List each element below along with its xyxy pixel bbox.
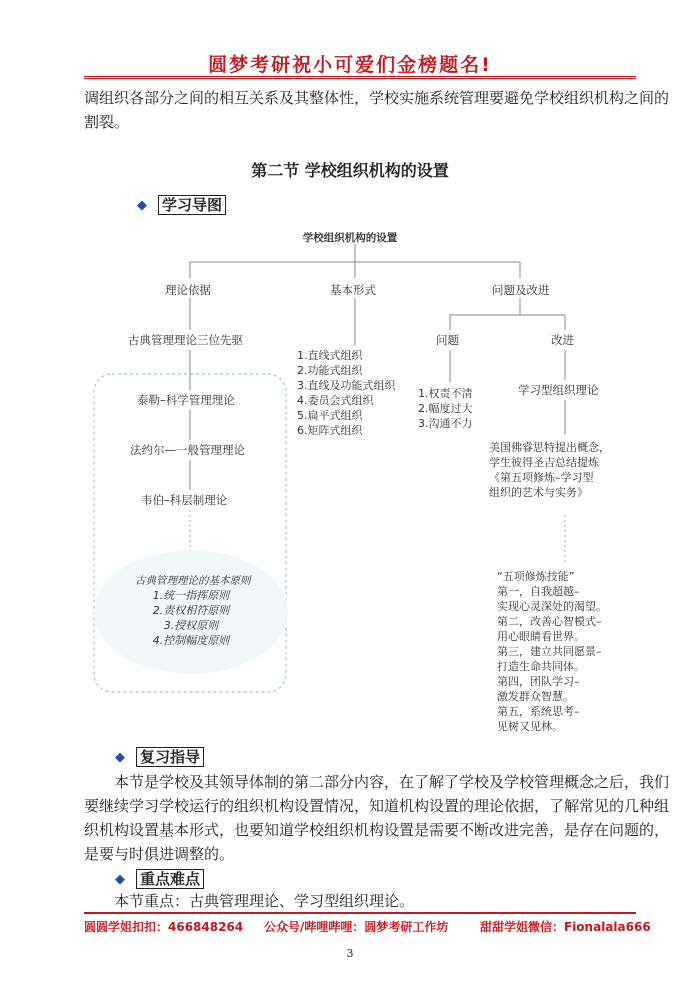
principle-item: 1.统一指挥原则: [152, 589, 230, 602]
form-item: 5.扁平式组织: [297, 409, 363, 422]
footer-qq: 圆圆学姐扣扣：466848264: [84, 920, 244, 934]
weber-theory: 韦伯–科层制理论: [141, 493, 228, 507]
senge-line: 学生彼得圣吉总结提炼: [489, 456, 599, 469]
learning-org-theory: 学习型组织理论: [518, 383, 599, 397]
principle-item: 3.授权原则: [163, 619, 219, 632]
pointer-icon: ◆: [115, 750, 125, 765]
review-line-1: 本节是学校及其领导体制的第二部分内容，在了解了学校及学校管理概念之后，我们: [114, 773, 670, 791]
discipline-line: 第四，团队学习–: [497, 675, 580, 688]
discipline-line: 见树又见林。: [497, 720, 563, 733]
footer-wechat-official: 公众号/哔哩哔哩：圆梦考研工作坊: [264, 920, 449, 934]
discipline-line: 用心眼睛看世界。: [497, 630, 585, 643]
problem-item: 2.幅度过大: [418, 402, 473, 415]
principle-item: 4.控制幅度原则: [152, 634, 230, 647]
branch-basic-forms: 基本形式: [330, 283, 376, 297]
senge-line: 组织的艺术与实务》: [489, 486, 588, 499]
senge-line: 美国佛睿思特提出概念，: [489, 441, 610, 454]
discipline-line: 激发群众智慧。: [497, 690, 574, 703]
five-disciplines: [497, 569, 607, 734]
problem-item: 1.权责不清: [418, 387, 473, 400]
form-item: 6.矩阵式组织: [297, 424, 363, 437]
footer-rule: [84, 912, 636, 914]
review-line-3: 织机构设置基本形式，也要知道学校组织机构设置是需要不断改进完善，是存在问题的，: [84, 821, 670, 839]
pointer-icon: ◆: [115, 872, 125, 887]
improve-label: 改进: [551, 333, 574, 347]
forms-list: [297, 348, 396, 438]
review-line-2: 要继续学习学校运行的组织机构设置情况，知道机构设置的理论依据，了解常见的几种组: [84, 797, 670, 815]
section-title: 第二节 学校组织机构的设置: [251, 161, 449, 180]
pointer-icon: ◆: [137, 198, 147, 213]
problems-list: [418, 386, 473, 431]
problem-label: 问题: [436, 333, 459, 347]
discipline-line: 第一，自我超越–: [497, 585, 580, 598]
review-line-4: 是要与时俱进调整的。: [84, 845, 235, 863]
discipline-line: 打造生命共同体。: [497, 660, 585, 673]
intro-line-2: 割裂。: [84, 113, 130, 131]
form-item: 1.直线式组织: [297, 349, 363, 362]
branch-theory-basis: 理论依据: [165, 283, 211, 297]
discipline-line: 第三，建立共同愿景–: [497, 645, 602, 658]
form-item: 2.功能式组织: [297, 364, 363, 377]
header-banner: 圆梦考研祝小可爱们金榜题名!: [208, 54, 492, 76]
senge-description: [489, 440, 610, 500]
fayol-theory: 法约尔—一般管理理论: [130, 443, 245, 457]
discipline-line: “五项修炼技能”: [497, 570, 575, 583]
page-number: 3: [346, 947, 354, 960]
taylor-theory: 泰勒–科学管理理论: [137, 393, 235, 407]
principles-title: 古典管理理论的基本原则: [135, 575, 251, 587]
key-point-text: 本节重点：古典管理理论、学习型组织理论。: [114, 892, 415, 910]
principles-list: [0, 588, 382, 648]
classic-theory-pioneers: 古典管理理论三位先驱: [128, 333, 243, 347]
discipline-line: 第二，改善心智模式–: [497, 615, 602, 628]
heading-key-points: 重点难点: [136, 869, 204, 889]
form-item: 4.委员会式组织: [297, 394, 374, 407]
discipline-line: 实现心灵深处的渴望。: [497, 600, 607, 613]
problem-item: 3.沟通不力: [418, 417, 473, 430]
form-item: 3.直线及功能式组织: [297, 379, 396, 392]
heading-review-guide: 复习指导: [136, 747, 204, 767]
mindmap-root: 学校组织机构的设置: [302, 232, 398, 244]
discipline-line: 第五，系统思考–: [497, 705, 580, 718]
intro-line-1: 调组织各部分之间的相互关系及其整体性，学校实施系统管理要避免学校组织机构之间的: [84, 89, 670, 107]
branch-problems-improvement: 问题及改进: [492, 283, 550, 297]
senge-line: 《第五项修炼–学习型: [489, 471, 594, 484]
heading-study-map: 学习导图: [158, 195, 226, 215]
footer-wechat: 甜甜学姐微信：Fionalala666: [480, 920, 651, 934]
principle-item: 2.责权相符原则: [152, 604, 230, 617]
